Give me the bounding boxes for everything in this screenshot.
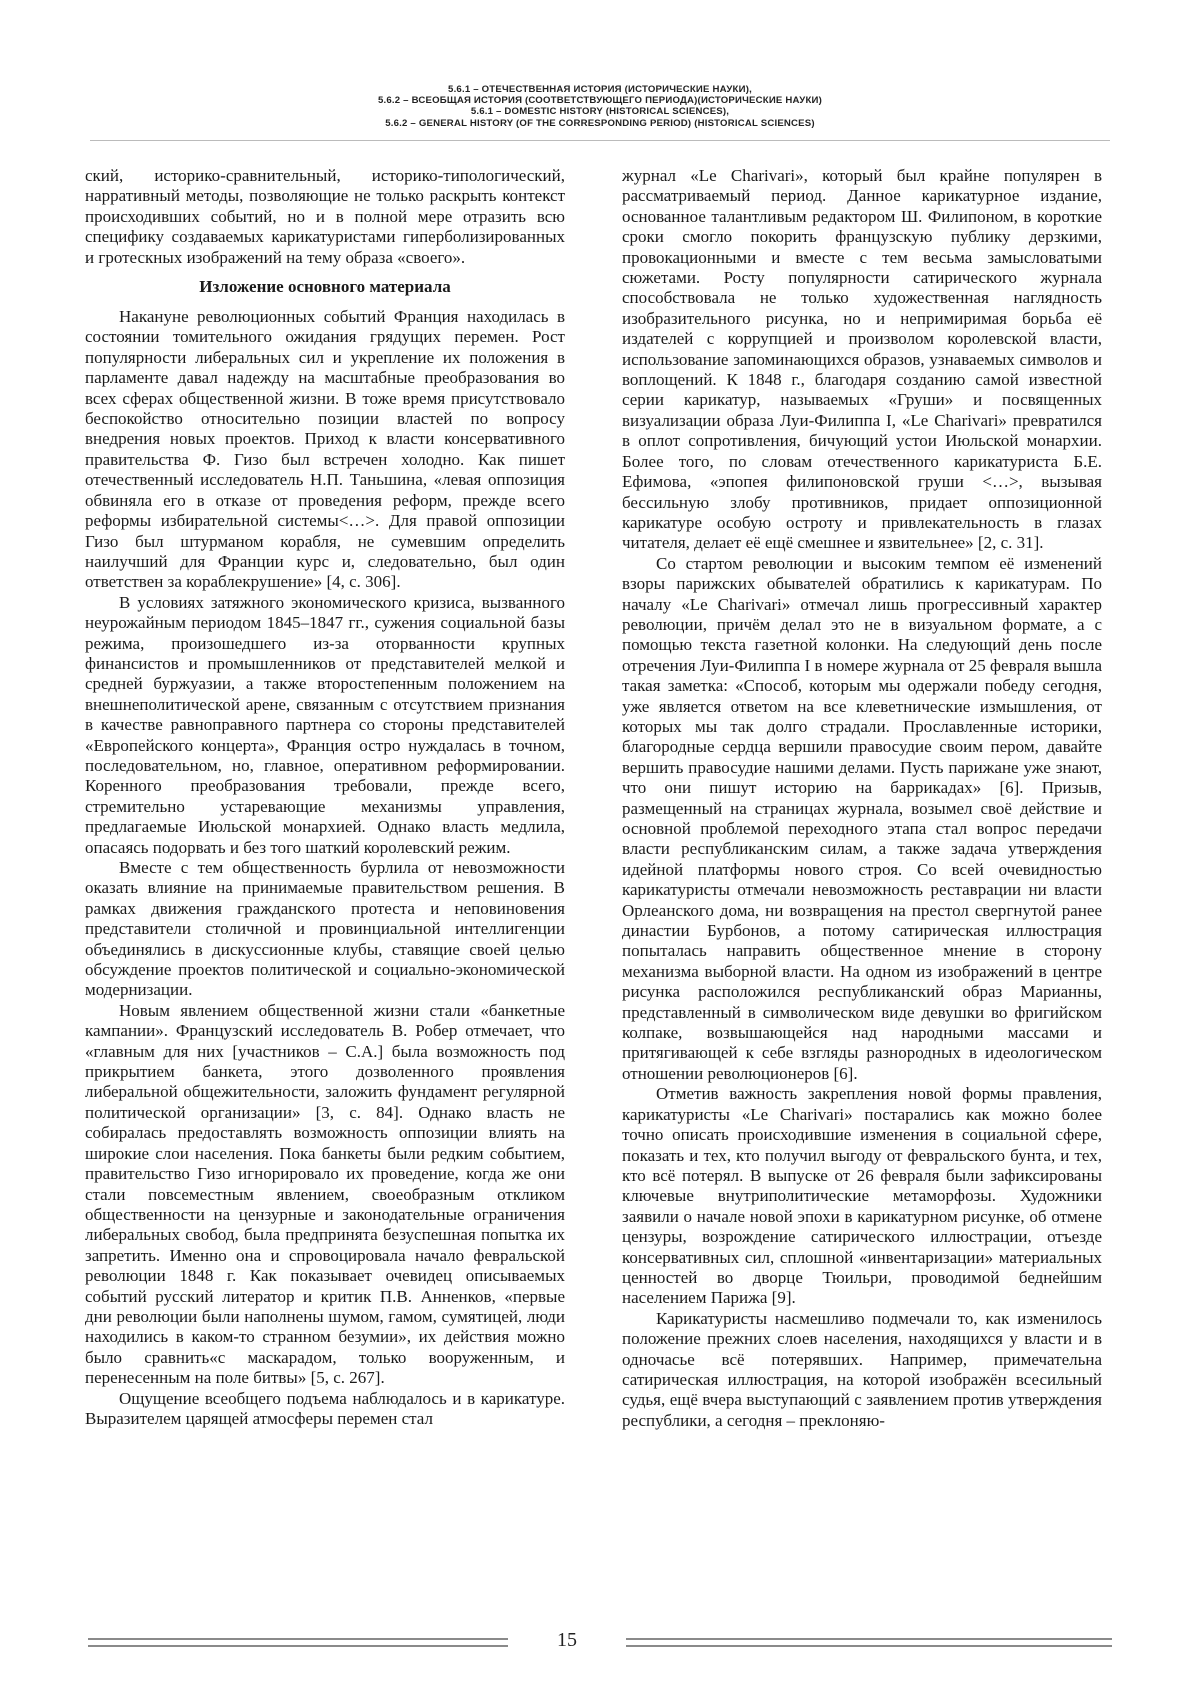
paragraph: Карикатуристы насмешливо подмечали то, как изменилось положение прежних слоев населения, находящихся у власти и в одночасье всё потерявших. Например, примечательна сатирическая иллюстрация, на которой изображён всесильный судья, ещё вчера выступающий с заявлением против утверждения республики, а сегодня – преклоняю- xyxy=(622,1308,1102,1430)
header-line-1: 5.6.1 – ОТЕЧЕСТВЕННАЯ ИСТОРИЯ (ИСТОРИЧЕСКИЕ НАУКИ), xyxy=(448,84,752,95)
paragraph: Ощущение всеобщего подъема наблюдалось и в карикатуре. Выразителем царящей атмосферы перемен стал xyxy=(85,1388,565,1428)
footer-rule-right xyxy=(626,1638,1112,1647)
page-number: 15 xyxy=(557,1629,577,1651)
paragraph: журнал «Le Charivari», который был крайне популярен в рассматриваемый период. Данное карикатурное издание, основанное талантливым редактором Ш. Филипоном, в короткие сроки смогло покорить французскую публику дерзкими, провокационными и вместе с тем весьма замысловатыми сюжетами. Росту популярности сатирического журнала способствовала не только художественная наглядность изобразительного рисунка, но и непримиримая борьба её издателей с коррупцией и произволом королевской власти, использование запоминающихся образов, узнаваемых символов и воплощений. К 1848 г., благодаря созданию самой известной серии карикатур, называемых «Груши» и посвященных визуализации образа Луи-Филиппа I, «Le Charivari» превратился в оплот сопротивления, бичующий устои Июльской монархии. Более того, по словам отечественного карикатуриста Б.Е. Ефимова, «эпопея филипоновской груши <…>, вызывая бессильную злобу противников, придает оппозиционной карикатуре особую остроту и привлекательность в глазах читателя, делает её ещё смешнее и язвительнее» [2, с. 31]. xyxy=(622,166,1102,553)
paragraph: В условиях затяжного экономического кризиса, вызванного неурожайным периодом 1845–1847 гг., сужения социальной базы режима, произошедшего из-за оторванности крупных финансистов и промышленников от представителей мелкой и средней буржуазии, а также второстепенным положением на внешнеполитической арене, связанным с отсутствием признания в качестве равноправного партнера со стороны представителей «Европейского концерта», Франция остро нуждалась в точном, последовательном, но, главное, оперативном реформировании. Коренного преобразования требовали, прежде всего, стремительно устаревающие механизмы управления, предлагаемые Июльской монархией. Однако власть медлила, опасаясь подорвать и без того шаткий королевский режим. xyxy=(85,592,565,857)
paragraph: Отметив важность закрепления новой формы правления, карикатуристы «Le Charivari» постарались как можно более точно описать происходившие изменения в социальной сфере, показать и тех, кто получил выгоду от февральского бунта, и тех, кто всё потерял. В выпуске от 26 февраля были зафиксированы ключевые внутриполитические метаморфозы. Художники заявили о начале новой эпохи в карикатурном рисунке, об отмене цензуры, возрождение сатирического иллюстрации, отъезде консервативных сил, сплошной «инвентаризации» материальных ценностей во дворце Тюильри, проводимой беднейшим населением Парижа [9]. xyxy=(622,1084,1102,1308)
paragraph-intro-tail: ский, историко-сравнительный, историко-типологический, нарративный методы, позволяющие не только раскрыть контекст происходивших событий, но и в полной мере отразить всю специфику создаваемых карикатуристами гиперболизированных и гротескных изображений на тему образа «своего». xyxy=(85,166,565,267)
header-line-4: 5.6.2 – GENERAL HISTORY (OF THE CORRESPONDING PERIOD) (HISTORICAL SCIENCES) xyxy=(385,117,815,129)
right-column xyxy=(622,166,1102,1431)
paragraph: Со стартом революции и высоким темпом её изменений взоры парижских обывателей обратились к карикатурам. По началу «Le Charivari» отмечал лишь прогрессивный характер революции, причём делал это не в визуальном формате, а с помощью текста газетной колонки. На следующий день после отречения Луи-Филиппа I в номере журнала от 25 февраля вышла такая заметка: «Способ, которым мы одержали победу сегодня, уже является ответом на все клеветнические измышления, от которых мы так долго страдали. Прославленные историки, благородные сердца вершили правосудие своим пером, давайте вершить правосудие нашими делами. Пусть парижане уже знают, что они пишут историю на баррикадах» [6]. Призыв, размещенный на страницах журнала, возымел своё действие и основной проблемой переходного этапа стал вопрос передачи власти республиканским силам, а также задача утверждения идейной платформы нового строя. Со всей очевидностью карикатуристы отмечали невозможность реставрации ни власти Орлеанского дома, ни возвращения на престол свергнутой ранее династии Бурбонов, а потому сатирическая иллюстрация попыталась направить общественное мнение в сторону механизма выборной власти. На одном из изображений в центре рисунка расположился республиканский образ Марианны, представленный в символическом виде девушки во фригийском колпаке, возвышающейся над народными массами и притягивающей к себе взгляды разнородных в идеологическом отношении революционеров [6]. xyxy=(622,553,1102,1083)
paragraph: Новым явлением общественной жизни стали «банкетные кампании». Французский исследователь В. Робер отмечает, что «главным для них [участников – С.А.] была возможность под прикрытием банкета, этого дозволенного проявления либеральной общежительности, заложить фундамент регулярной политической организации» [3, с. 84]. Однако власть не собиралась предоставлять возможность оппозиции влиять на широкие слои населения. Пока банкеты были редким событием, правительство Гизо игнорировало их проведение, когда же они стали повсеместным явлением, своеобразным откликом общественности на цензурные и законодательные ограничения либеральных свобод, была предпринята безуспешная попытка их запретить. Именно она и спровоцировала начало февральской революции 1848 г. Как показывает очевидец описываемых событий русский литератор и критик П.В. Анненков, «первые дни революции были наполнены шумом, гамом, сумятицей, люди находились в каком-то странном безумии», их действия можно было сравнить«с маскарадом, только вооруженным, и перенесенным на поле битвы» [5, с. 267]. xyxy=(85,1000,565,1388)
section-heading: Изложение основного материала xyxy=(199,277,451,297)
left-column xyxy=(85,166,565,1429)
header-line-3: 5.6.1 – DOMESTIC HISTORY (HISTORICAL SCIENCES), xyxy=(470,106,730,118)
footer-rule-left xyxy=(88,1638,508,1647)
running-header xyxy=(0,84,1200,129)
header-line-2: 5.6.2 – ВСЕОБЩАЯ ИСТОРИЯ (СООТВЕТСТВУЮЩЕГО ПЕРИОДА)(ИСТОРИЧЕСКИЕ НАУКИ) xyxy=(377,95,822,107)
paragraph: Вместе с тем общественность бурлила от невозможности оказать влияние на принимаемые правительством решения. В рамках движения гражданского протеста и неповиновения представители столичной и провинциальной интеллигенции объединялись в дискуссионные клубы, ставящие своей целью обсуждение проектов политической и социально-экономической модернизации. xyxy=(85,858,565,1000)
paragraph: Накануне революционных событий Франция находилась в состоянии томительного ожидания грядущих перемен. Рост популярности либеральных сил и укрепление их положения в парламенте давал надежду на масштабные преобразования во всех сферах общественной жизни. В тоже время присутствовало беспокойство относительно позиции властей по вопросу внедрения новых проектов. Приход к власти консервативного правительства Ф. Гизо был встречен холодно. Как пишет отечественный исследователь Н.П. Таньшина, «левая оппозиция обвиняла его в отказе от проведения реформ, прежде всего реформы избирательной системы<…>. Для правой оппозиции Гизо был штурманом корабля, не сумевшим определить наилучший для Франции курс и, следовательно, был один ответствен за кораблекрушение» [4, с. 306]. xyxy=(85,307,565,592)
header-divider xyxy=(90,140,1110,141)
